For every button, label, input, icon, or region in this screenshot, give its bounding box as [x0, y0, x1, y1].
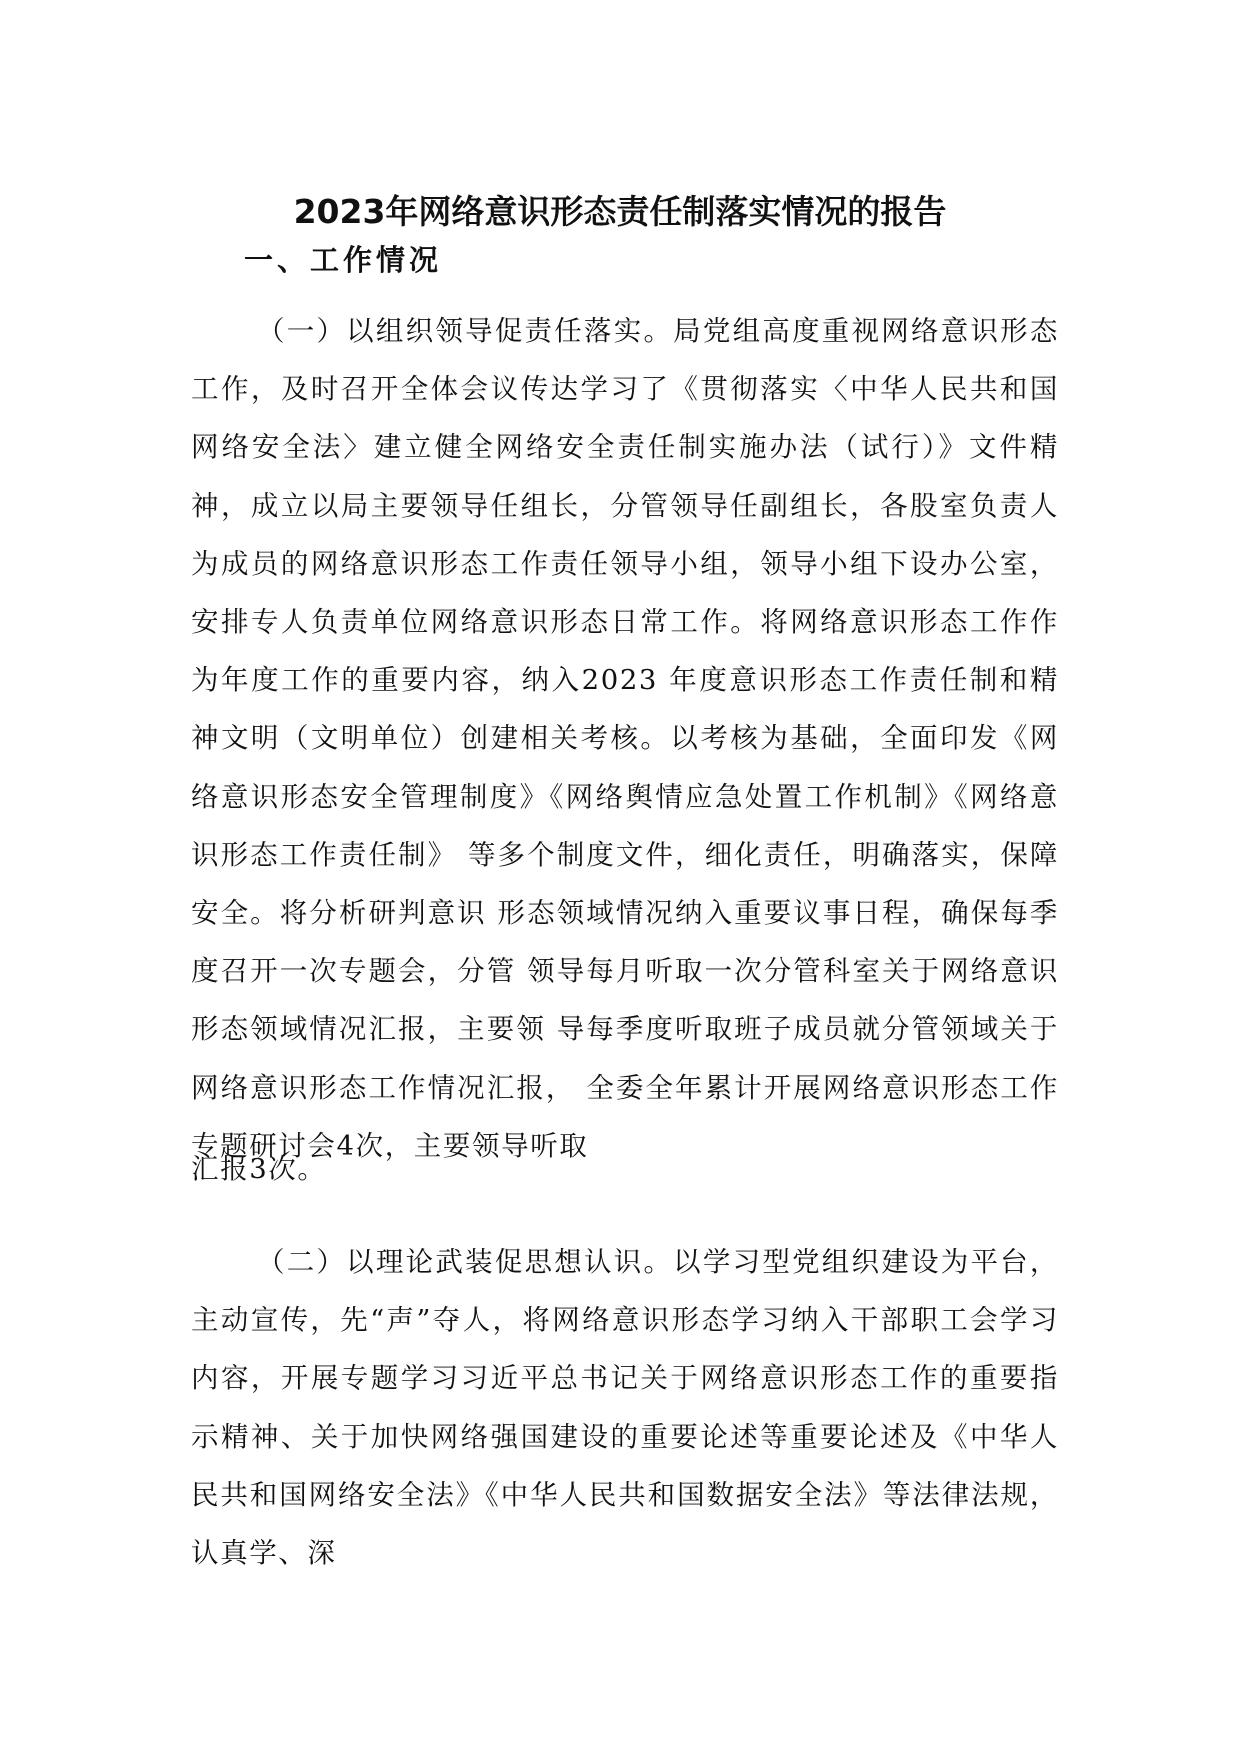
document-title: 2023年网络意识形态责任制落实情况的报告 — [293, 192, 947, 231]
paragraph-1: （一）以组织领导促责任落实。局党组高度重视网络意识形态工作，及时召开全体会议传达学习了《贯彻落实〈中华人民共和国网络安全法〉建立健全网络安全责任制实施办法（试行）》文件精神，成立以局主要领导任组长，分管领导任副组长，各股室负责人为成员的网络意识形态工作责任领导小组，领导小组下设办公室，安排专人负责单位网络意识形态日常工作。将网络意识形态工作作为年度工作的重要内容，纳入2023 年度意识形态工作责任制和精神文明（文明单位）创建相关考核。以考核为基础，全面印发《网络意识形态安全管理制度》《网络舆情应急处置工作机制》《网络意识形态工作责任制》 等多个制度文件，细化责任，明确落实，保障安全。将分析研判意识 形态领域情况纳入重要议事日程，确保每季度召开一次专题会，分管 领导每月听取一次分管科室关于网络意识形态领域情况汇报，主要领 导每季度听取班子成员就分管领域关于网络意识形态工作情况汇报， 全委全年累计开展网络意识形态工作专题研讨会4次，主要领导听取 — [191, 315, 1059, 1162]
paragraph-2: （二）以理论武装促思想认识。以学习型党组织建设为平台，主动宣传，先“声”夺人，将网络意识形态学习纳入干部职工会学习内容，开展专题学习习近平总书记关于网络意识形态工作的重要指示精神、关于加快网络强国建设的重要论述等重要论述及《中华人民共和国网络安全法》《中华人民共和国数据安全法》等法律法规，认真学、深 — [191, 1246, 1059, 1570]
paragraph-1-tail: 汇报3次。 — [191, 1153, 327, 1185]
section-heading: 一、工作情况 — [244, 243, 443, 277]
